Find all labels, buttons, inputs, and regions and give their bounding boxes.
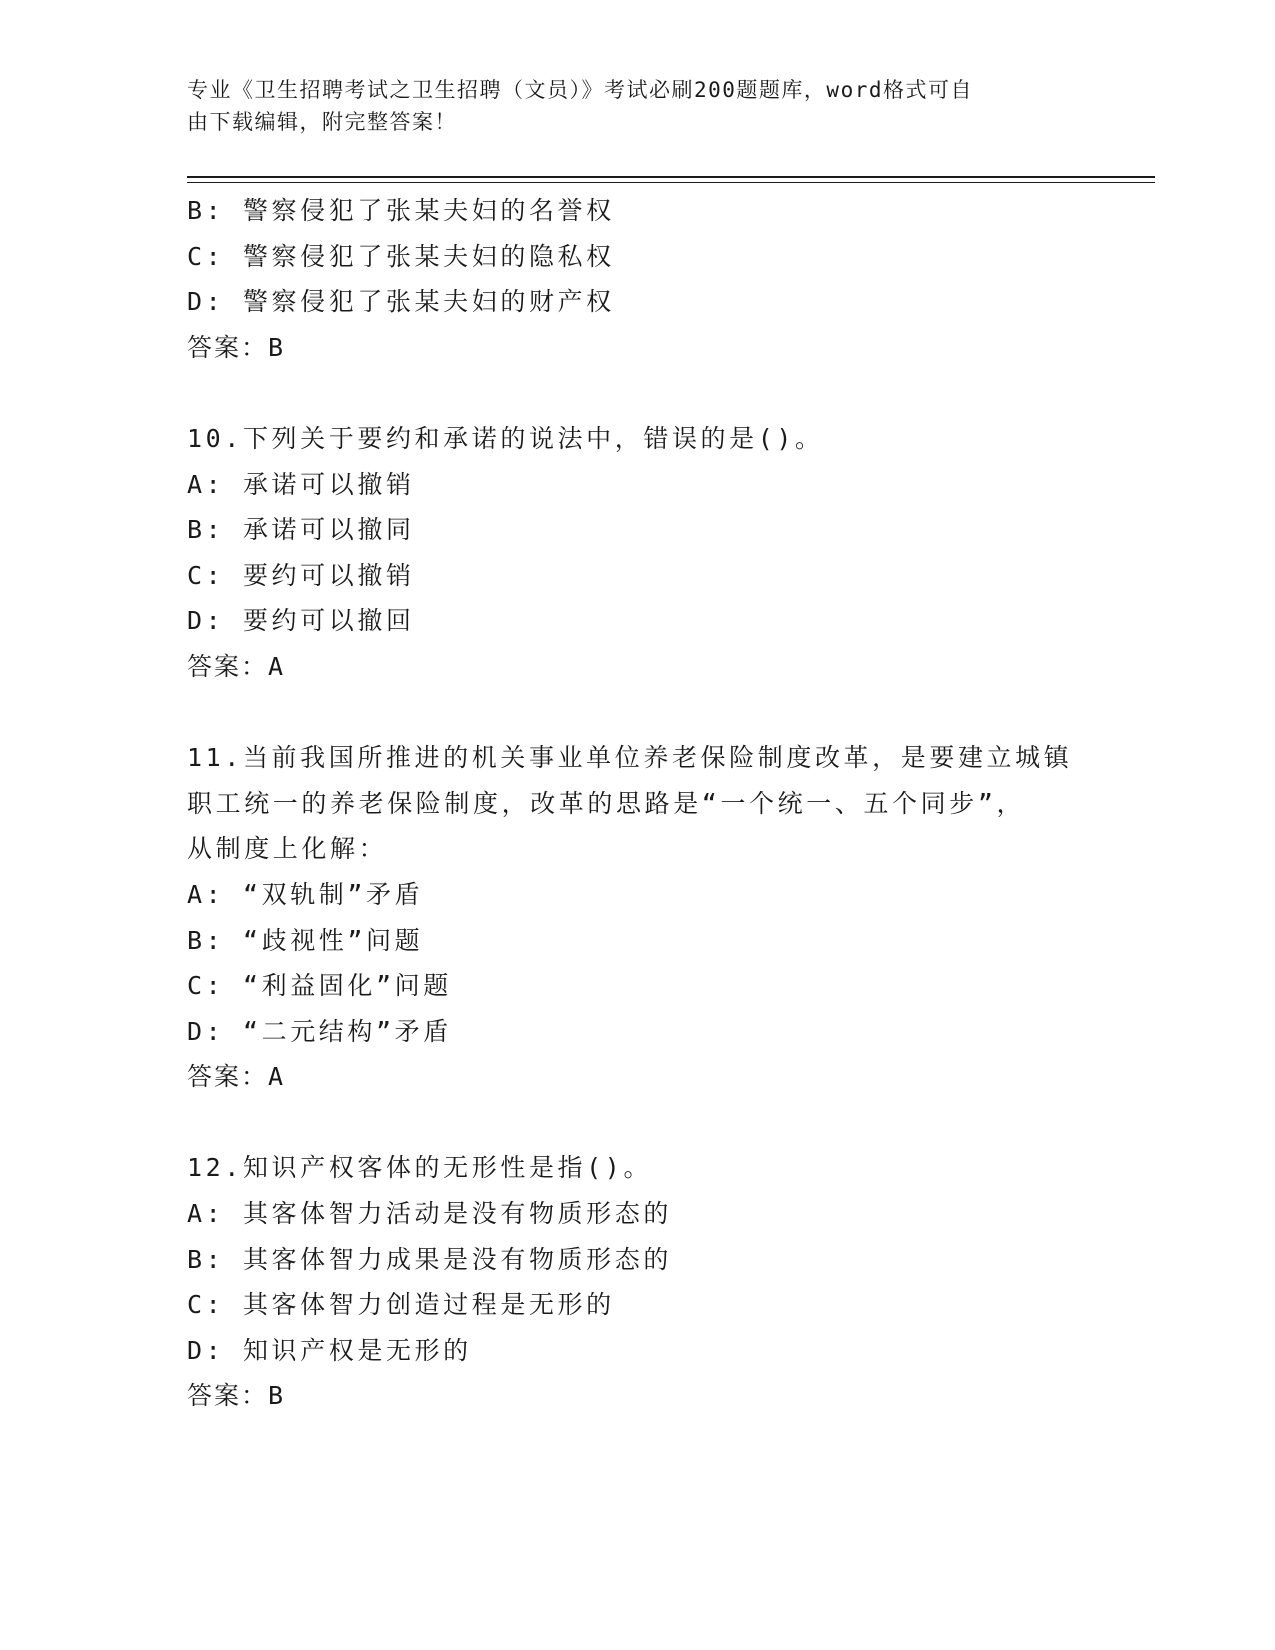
option-d: D: 警察侵犯了张某夫妇的财产权 <box>187 287 615 317</box>
option-c: C: 其客体智力创造过程是无形的 <box>187 1290 615 1320</box>
option-d: D: “二元结构”矛盾 <box>187 1016 452 1046</box>
option-a: A: 其客体智力活动是没有物质形态的 <box>187 1199 672 1229</box>
option-b: B: “歧视性”问题 <box>187 925 424 955</box>
spacer <box>187 370 1087 416</box>
question-10 <box>187 416 1087 690</box>
answer-line: 答案：B <box>187 332 286 362</box>
question-stem: 10.下列关于要约和承诺的说法中，错误的是()。 <box>187 423 824 453</box>
spacer <box>187 1100 1087 1146</box>
document-header <box>187 74 1067 138</box>
option-a: A: “双轨制”矛盾 <box>187 879 424 909</box>
answer-line: 答案：A <box>187 651 286 681</box>
option-a: A: 承诺可以撤销 <box>187 469 415 499</box>
spacer <box>187 690 1087 736</box>
option-c: C: “利益固化”问题 <box>187 971 452 1001</box>
question-stem: 12.知识产权客体的无形性是指()。 <box>187 1153 653 1183</box>
option-d: D: 知识产权是无形的 <box>187 1335 472 1365</box>
question-9-continuation <box>187 188 1087 370</box>
question-stem-line-3: 从制度上化解： <box>187 834 388 864</box>
header-line-2: 由下载编辑，附完整答案！ <box>187 110 457 134</box>
header-divider-thick <box>187 176 1155 178</box>
question-11 <box>187 735 1087 1100</box>
option-b: B: 其客体智力成果是没有物质形态的 <box>187 1244 672 1274</box>
option-b: B: 警察侵犯了张某夫妇的名誉权 <box>187 196 615 225</box>
question-stem-line-2: 职工统一的养老保险制度，改革的思路是“一个统一、五个同步”， <box>187 788 1026 818</box>
option-b: B: 承诺可以撤同 <box>187 515 415 545</box>
answer-line: 答案：B <box>187 1381 286 1411</box>
question-list <box>187 188 1087 1419</box>
header-divider-thin <box>187 182 1155 183</box>
question-12 <box>187 1145 1087 1419</box>
header-line-1: 专业《卫生招聘考试之卫生招聘（文员）》考试必刷200题题库，word格式可自 <box>187 78 973 102</box>
option-c: C: 要约可以撤销 <box>187 560 415 590</box>
answer-line: 答案：A <box>187 1062 286 1092</box>
question-stem-line-1: 11.当前我国所推进的机关事业单位养老保险制度改革，是要建立城镇 <box>187 743 1073 773</box>
option-d: D: 要约可以撤回 <box>187 606 415 636</box>
option-c: C: 警察侵犯了张某夫妇的隐私权 <box>187 241 615 271</box>
